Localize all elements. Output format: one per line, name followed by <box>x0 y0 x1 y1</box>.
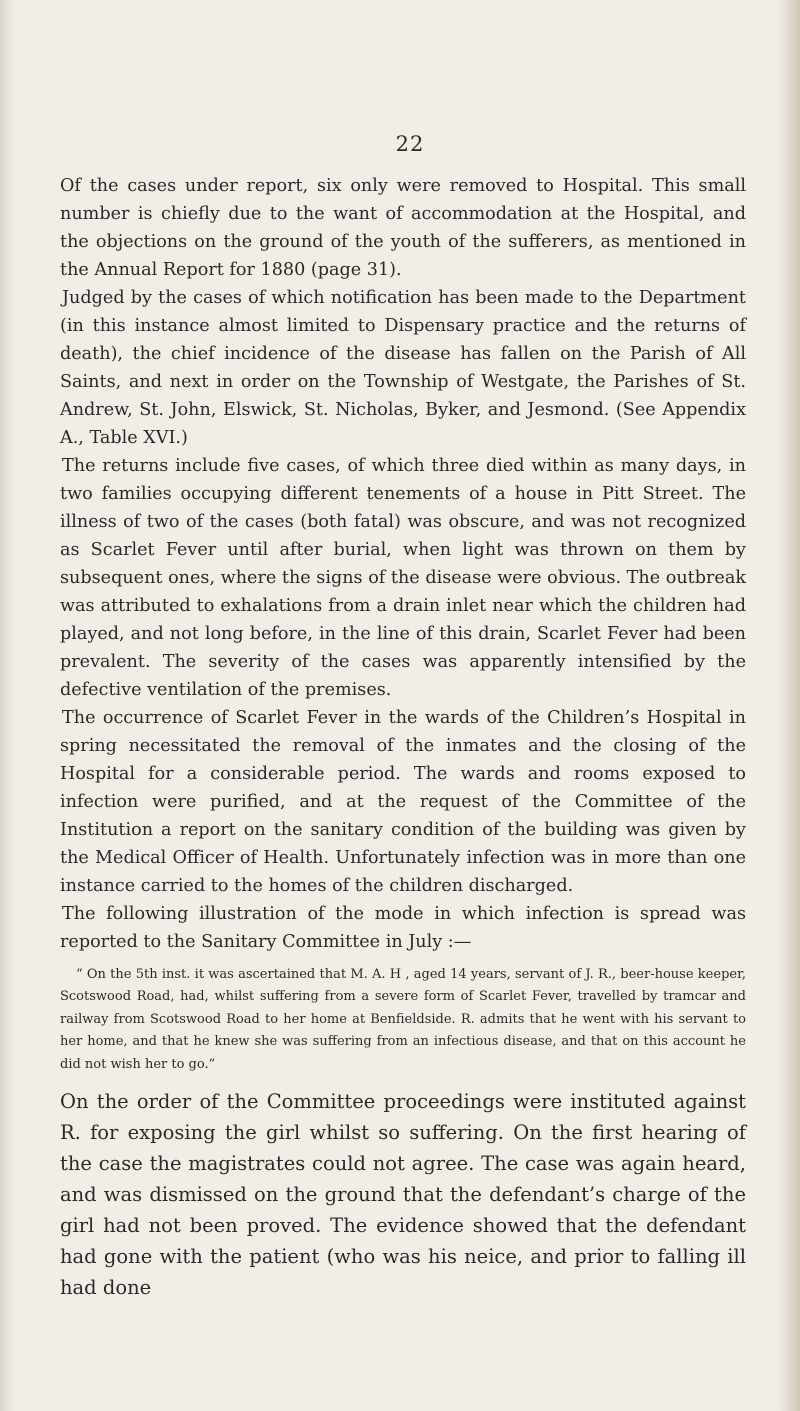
page-number: 22 <box>395 132 425 156</box>
paragraph-incidence: Judged by the cases of which notification has been made to the Department (in this instance almost limited to Dispensary practice and the returns of death), the chief incidence of the disease has fallen on the Parish of All Saints, and next in order on the Township of Westgate, the Parishes of St. Andrew, St. John, Elswick, St. Nicholas, Byker, and Jesmond. (See Appendix A., Table XVI.) <box>60 288 746 448</box>
paragraph-pitt-street: The returns include five cases, of which three died within as many days, in two families occupying different tenements of a house in Pitt Street. The illness of two of the cases (both fatal) was obscure, and was not recognized as Scarlet Fever until after burial, when light was thrown on them by subsequent ones, where the signs of the disease were obvious. The outbreak was attributed to exhalations from a drain inlet near which the children had played, and not long before, in the line of this drain, Scarlet Fever had been prevalent. The severity of the cases was apparently intensified by the defective ventilation of the premises. <box>60 456 746 700</box>
paragraph-illustration-intro: The following illustration of the mode in which infection is spread was reported to the Sanitary Committee in July :— <box>60 904 746 952</box>
page-edge-right <box>778 0 800 1411</box>
paragraph-proceedings: On the order of the Committee proceedings were instituted against R. for exposing the girl whilst so suffering. On the first hearing of the case the magistrates could not agree. The case was again heard, and was dismissed on the ground that the defendant’s charge of the girl had not been proved. The evidence showed that the defendant had gone with the patient (who was his neice, and prior to falling ill had done <box>60 1090 746 1300</box>
paragraph-childrens-hospital: The occurrence of Scarlet Fever in the wards of the Children’s Hospital in spring necessitated the removal of the inmates and the closing of the Hospital for a considerable period. The wards and rooms exposed to infection were purified, and at the request of the Committee of the Institution a report on the sanitary condition of the building was given by the Medical Officer of Health. Unfortunately infection was in more than one instance carried to the homes of the children discharged. <box>60 708 746 896</box>
page-edge-left <box>0 0 14 1411</box>
paragraph-hospital-removals: Of the cases under report, six only were removed to Hospital. This small number is chiefly due to the want of accommodation at the Hospital, and the objections on the ground of the youth of the sufferers, as mentioned in the Annual Report for 1880 (page 31). <box>60 176 746 280</box>
quote-sanitary-report: “ On the 5th inst. it was ascertained that M. A. H , aged 14 years, servant of J. R., beer-house keeper, Scotswood Road, had, whilst suffering from a severe form of Scarlet Fever, travelled by tramcar and railway from Scotswood Road to her home at Benfieldside. R. admits that he went with his servant to her home, and that he knew she was suffering from an infectious disease, and that on this account he did not wish her to go.” <box>60 967 746 1072</box>
body-text <box>60 172 746 1303</box>
